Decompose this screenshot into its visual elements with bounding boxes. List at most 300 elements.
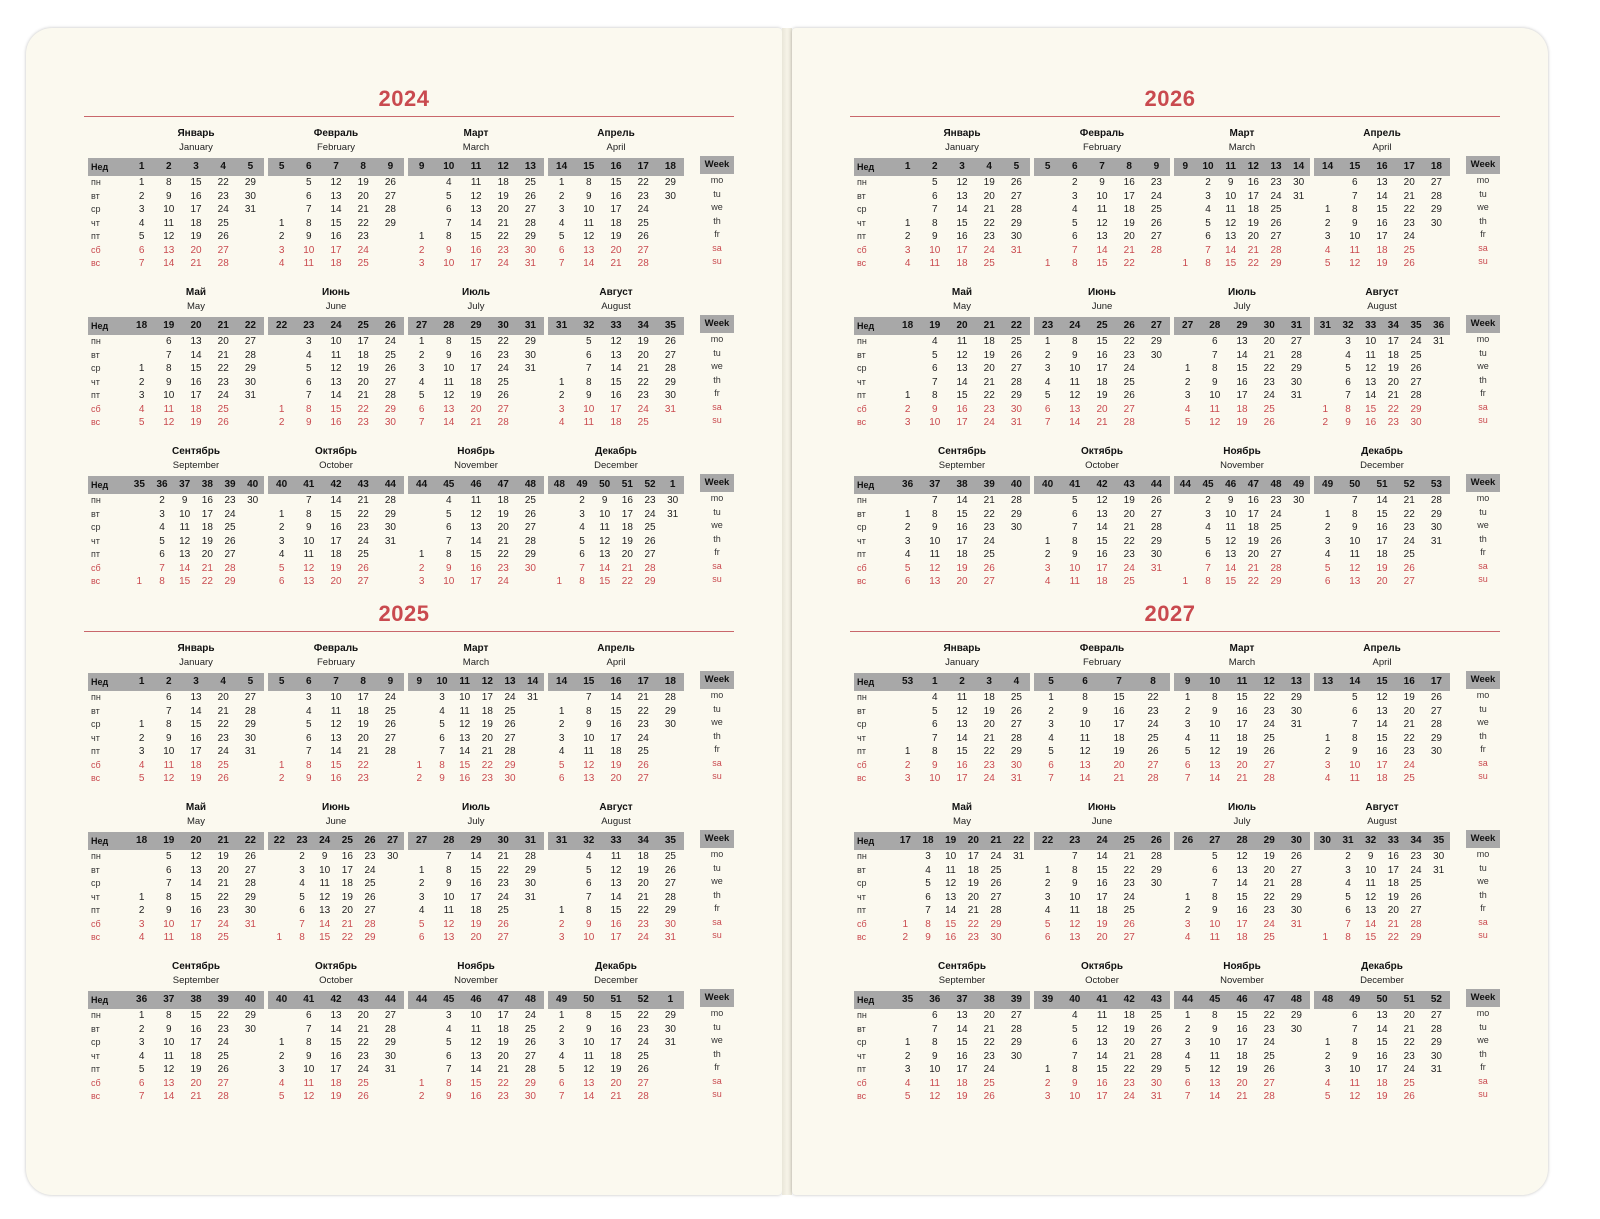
day-cell [1034, 1009, 1061, 1023]
weekday-label-en: su [712, 415, 722, 425]
day-cell: 28 [1010, 1023, 1022, 1035]
week-number-row [894, 991, 1030, 1009]
day-cell: 29 [384, 1037, 396, 1048]
week-number: 11 [1236, 676, 1248, 687]
week-number: 29 [1236, 320, 1248, 331]
day-cell: 6 [418, 932, 425, 943]
day-cell [548, 494, 571, 508]
week-column [1423, 691, 1450, 786]
day-cell: 2 [1205, 495, 1211, 506]
day-cell: 17 [330, 535, 342, 547]
day-cell: 13 [1376, 705, 1388, 717]
day-cell: 7 [299, 918, 305, 930]
day-cell: 28 [1430, 1023, 1442, 1035]
month-name-en: December [1360, 975, 1404, 986]
quarter-row [850, 959, 1500, 1104]
week-column [377, 494, 404, 589]
day-cell: 21 [1247, 562, 1259, 574]
day-cell: 18 [621, 522, 633, 533]
week-number: 5 [247, 676, 254, 687]
day-cell: 23 [1123, 1077, 1135, 1089]
day-cell: 3 [1205, 190, 1211, 202]
month-name-ru: Декабрь [1361, 961, 1403, 972]
day-cell: 27 [637, 773, 649, 784]
week-number: 49 [556, 994, 568, 1005]
day-cell: 10 [443, 891, 455, 903]
day-cell: 11 [929, 258, 940, 269]
week-number: 25 [357, 320, 369, 331]
day-cell: 3 [558, 732, 565, 744]
day-cell: 10 [163, 204, 175, 215]
day-cell [548, 508, 571, 522]
day-cell: 16 [1387, 851, 1399, 862]
day-cell: 31 [1290, 719, 1302, 730]
day-cell [128, 508, 151, 522]
day-cell [517, 416, 544, 430]
day-cell: 21 [190, 258, 202, 269]
day-cell: 4 [932, 692, 938, 703]
week-number-row [1034, 317, 1170, 335]
day-cell: 26 [217, 231, 229, 242]
weekday-label-en: we [711, 520, 723, 530]
week-number: 18 [664, 676, 676, 687]
month-name-en: April [1372, 657, 1392, 668]
day-grid [1034, 1009, 1170, 1104]
week-header-ru: Нед [88, 158, 132, 176]
day-cell: 7 [306, 1023, 312, 1035]
day-cell: 4 [925, 864, 931, 876]
day-grid [894, 850, 1030, 945]
week-column [1283, 1009, 1310, 1104]
day-cell: 10 [929, 535, 941, 547]
day-cell: 17 [190, 918, 202, 930]
week-column [976, 176, 1003, 271]
day-cell [661, 575, 684, 589]
week-column [602, 176, 629, 271]
day-cell: 14 [163, 1091, 175, 1102]
week-column [921, 494, 948, 589]
day-cell: 12 [599, 535, 611, 547]
week-column [268, 1009, 295, 1104]
week-number: 27 [1209, 835, 1221, 846]
day-cell: 14 [956, 732, 968, 744]
weekday-label: вс [91, 932, 101, 942]
day-cell: 4 [446, 1023, 452, 1035]
day-cell: 20 [1236, 759, 1248, 771]
day-cell: 17 [330, 1064, 342, 1075]
day-cell: 12 [610, 864, 622, 876]
weekday-label-en: tu [1479, 506, 1487, 517]
day-cell: 17 [956, 535, 968, 547]
day-cell: 15 [190, 363, 202, 374]
day-cell: 10 [1209, 918, 1221, 930]
day-cell: 29 [224, 576, 236, 587]
week-number-row [408, 832, 544, 850]
week-column [1003, 176, 1030, 271]
day-cell: 25 [990, 864, 1002, 876]
day-cell: 29 [1010, 217, 1022, 229]
week-number: 38 [956, 479, 968, 490]
day-cell [657, 257, 684, 271]
day-cell: 20 [610, 244, 622, 256]
day-cell: 22 [637, 1010, 649, 1021]
day-cell [268, 918, 291, 932]
day-cell: 22 [983, 390, 995, 401]
day-cell: 16 [470, 562, 482, 574]
day-cell: 1 [1044, 535, 1051, 547]
day-cell: 10 [163, 746, 175, 757]
day-cell: 4 [1345, 349, 1351, 361]
day-cell: 21 [470, 417, 482, 428]
day-cell: 11 [1209, 1050, 1220, 1062]
day-cell: 22 [1123, 336, 1135, 347]
weekday-label-en: sa [1478, 757, 1488, 768]
week-number: 10 [443, 161, 455, 172]
day-cell: 24 [384, 336, 396, 347]
day-cell: 21 [621, 562, 633, 574]
weekday-label: ср [91, 522, 101, 532]
day-cell [657, 230, 684, 244]
day-cell: 15 [1236, 891, 1248, 903]
day-cell: 10 [583, 932, 595, 943]
week-number: 10 [436, 676, 448, 687]
weekday-label: чт [857, 1050, 866, 1061]
week-number: 19 [163, 835, 175, 846]
week-column [381, 850, 404, 945]
day-cell: 29 [664, 705, 676, 717]
week-number-row [1034, 832, 1170, 850]
day-cell: 23 [637, 918, 649, 930]
day-cell: 16 [610, 190, 622, 202]
day-cell: 29 [364, 932, 376, 943]
weekday-label-en: su [712, 1089, 722, 1099]
day-cell: 28 [990, 905, 1002, 916]
day-cell [1034, 203, 1061, 217]
day-cell: 20 [610, 1077, 622, 1089]
month-calendar [548, 959, 684, 1104]
weekday-label: пт [91, 1064, 100, 1074]
week-column [377, 1009, 404, 1104]
day-cell: 28 [1010, 376, 1022, 388]
day-cell [408, 176, 435, 190]
week-column [571, 494, 594, 589]
day-cell: 6 [278, 576, 285, 587]
weekday-label-en: we [1477, 361, 1489, 371]
day-cell: 19 [330, 562, 342, 574]
day-cell: 15 [610, 905, 622, 916]
day-cell: 19 [190, 773, 202, 784]
day-cell: 30 [1010, 759, 1022, 771]
week-column [1287, 176, 1310, 271]
week-column [237, 1009, 264, 1104]
day-cell: 22 [1123, 864, 1135, 876]
day-cell: 9 [1212, 905, 1218, 916]
day-cell: 16 [956, 403, 968, 415]
day-cell: 6 [586, 878, 592, 889]
day-cell: 3 [418, 363, 425, 374]
day-cell: 6 [1072, 508, 1078, 520]
week-column [350, 176, 377, 271]
day-cell: 8 [1352, 732, 1358, 744]
day-cell: 28 [364, 918, 376, 930]
week-header-en: Week [700, 156, 734, 174]
day-cell: 4 [1184, 403, 1191, 415]
day-cell: 9 [586, 719, 592, 730]
day-cell: 7 [1205, 244, 1211, 256]
day-cell [657, 203, 684, 217]
day-cell: 28 [524, 1064, 536, 1075]
month-calendar [894, 126, 1030, 271]
week-number: 21 [217, 320, 229, 331]
week-column [322, 335, 349, 430]
week-number: 44 [384, 479, 396, 490]
day-cell [237, 217, 264, 231]
day-cell: 13 [443, 403, 455, 415]
day-cell [128, 335, 155, 349]
day-cell: 22 [1247, 576, 1259, 587]
day-cell [1007, 877, 1030, 891]
week-number-row [548, 158, 684, 176]
day-cell: 23 [983, 1050, 995, 1062]
day-cell: 4 [1072, 204, 1078, 215]
day-cell: 20 [1387, 376, 1399, 388]
week-column [1382, 850, 1405, 945]
day-cell: 24 [357, 1064, 369, 1075]
day-cell [377, 562, 404, 576]
week-number: 46 [470, 994, 482, 1005]
day-cell [1423, 548, 1450, 562]
day-cell [237, 403, 264, 417]
weekday-label: пт [857, 231, 866, 241]
day-cell [1003, 562, 1030, 576]
day-cell: 22 [357, 1037, 369, 1048]
day-cell: 16 [1376, 217, 1388, 229]
day-cell [548, 877, 575, 891]
week-number: 51 [610, 994, 622, 1005]
day-cell: 4 [306, 349, 312, 361]
day-cell: 16 [956, 522, 968, 533]
day-cell [1174, 508, 1197, 522]
week-number: 36 [1433, 320, 1445, 331]
week-number: 8 [360, 161, 366, 172]
day-cell: 30 [1010, 231, 1022, 242]
day-cell: 9 [1212, 376, 1218, 388]
day-cell: 29 [664, 905, 676, 916]
week-number: 14 [527, 676, 539, 687]
day-cell: 5 [579, 535, 585, 547]
day-cell: 18 [330, 549, 342, 560]
month-calendar [1314, 800, 1450, 945]
day-cell: 13 [583, 1077, 595, 1089]
day-cell: 23 [1263, 376, 1275, 388]
week-column [377, 335, 404, 430]
day-cell: 14 [1376, 190, 1388, 202]
day-cell: 2 [278, 231, 285, 242]
weekday-label: сб [91, 1077, 101, 1088]
week-number: 39 [217, 994, 229, 1005]
day-cell: 12 [443, 390, 455, 401]
day-cell: 20 [1403, 1010, 1415, 1021]
day-cell: 28 [224, 562, 236, 574]
weekday-labels-ru [854, 641, 898, 786]
day-cell: 4 [558, 1050, 565, 1062]
day-cell: 26 [983, 1091, 995, 1102]
weekday-label-en: fr [714, 547, 720, 557]
weekday-label-en: mo [1476, 1008, 1490, 1018]
day-cell: 8 [166, 363, 172, 374]
day-cell [1287, 203, 1310, 217]
day-cell: 31 [384, 1064, 396, 1075]
week-number-row [1314, 476, 1450, 494]
week-column [1116, 335, 1143, 430]
day-cell: 13 [1096, 231, 1108, 242]
week-number: 6 [306, 676, 312, 687]
week-column [1314, 494, 1341, 589]
day-cell: 1 [556, 576, 563, 587]
day-cell: 20 [983, 1010, 995, 1021]
day-cell: 1 [558, 1010, 565, 1021]
weekday-label-en: mo [1476, 690, 1490, 700]
day-grid [408, 691, 544, 786]
day-cell: 25 [1410, 349, 1422, 361]
week-number-row [408, 476, 544, 494]
day-cell: 6 [586, 349, 592, 361]
day-cell: 15 [1236, 363, 1248, 374]
month-name-ru: Январь [177, 643, 215, 654]
month-calendar [268, 959, 404, 1104]
day-cell: 8 [586, 905, 592, 916]
day-cell: 19 [357, 177, 369, 188]
day-cell: 3 [418, 258, 425, 269]
day-cell [381, 931, 404, 945]
day-cell: 26 [990, 878, 1002, 889]
week-number: 47 [497, 994, 509, 1005]
day-cell: 29 [1430, 732, 1442, 744]
day-cell: 7 [1184, 1091, 1191, 1102]
weekday-label: вт [857, 864, 866, 875]
day-cell: 6 [1212, 864, 1218, 876]
month-calendar [128, 285, 264, 430]
day-cell: 9 [1072, 1077, 1078, 1089]
day-cell: 8 [1212, 1010, 1218, 1021]
month-name-ru: Декабрь [595, 446, 637, 457]
day-cell: 8 [159, 576, 165, 587]
month-calendar [408, 641, 544, 786]
day-cell: 23 [481, 773, 493, 784]
week-header-en: Week [700, 315, 734, 333]
week-column [921, 176, 948, 271]
weekday-label: ср [91, 719, 101, 729]
week-column [268, 494, 295, 589]
week-column [210, 176, 237, 271]
week-header-ru: Нед [88, 832, 132, 850]
day-cell: 23 [357, 417, 369, 428]
week-number: 35 [1410, 320, 1422, 331]
day-cell: 10 [303, 1064, 315, 1075]
week-number: 29 [1263, 835, 1275, 846]
day-cell: 14 [179, 562, 191, 574]
day-cell: 21 [201, 562, 213, 574]
day-cell [548, 691, 575, 705]
day-cell: 19 [1123, 495, 1135, 506]
day-cell: 28 [384, 390, 396, 401]
left-page [26, 28, 782, 1195]
week-number: 52 [1430, 994, 1442, 1005]
day-cell [1174, 176, 1197, 190]
week-number: 31 [524, 320, 536, 331]
day-cell: 6 [558, 1077, 565, 1089]
day-cell: 16 [956, 759, 968, 771]
day-cell: 22 [1403, 1037, 1415, 1048]
day-cell: 3 [278, 1064, 285, 1075]
day-cell: 3 [138, 204, 145, 215]
week-header-en: Week [700, 671, 734, 689]
day-cell: 25 [983, 258, 995, 269]
day-cell: 15 [470, 864, 482, 876]
day-cell: 24 [1403, 759, 1415, 771]
week-column [1423, 1009, 1450, 1104]
day-cell: 24 [983, 417, 995, 428]
month-name-en: May [953, 816, 971, 827]
day-cell: 12 [303, 562, 315, 574]
week-column [1368, 1009, 1395, 1104]
day-cell: 17 [1236, 390, 1248, 401]
week-number: 25 [1123, 835, 1135, 846]
week-number-row [548, 991, 684, 1009]
day-cell: 26 [1403, 258, 1415, 269]
day-cell [237, 1063, 264, 1077]
day-cell: 9 [181, 495, 188, 506]
day-cell: 25 [524, 495, 536, 506]
month-name-en: February [1082, 142, 1121, 153]
day-cell [517, 389, 544, 403]
day-cell [1003, 575, 1030, 589]
day-cell: 3 [1324, 231, 1331, 242]
day-cell: 23 [983, 759, 995, 771]
day-cell: 26 [1430, 692, 1442, 703]
week-column [268, 176, 295, 271]
week-column [435, 335, 462, 430]
day-cell: 7 [586, 891, 592, 903]
day-cell: 9 [166, 905, 172, 916]
day-cell: 13 [1225, 549, 1237, 560]
day-cell: 11 [956, 692, 968, 703]
day-cell: 21 [341, 918, 353, 930]
day-cell: 27 [504, 732, 516, 744]
day-cell: 11 [163, 932, 174, 943]
day-cell: 14 [330, 390, 342, 401]
day-cell: 30 [1430, 746, 1442, 757]
day-cell: 27 [497, 932, 509, 943]
week-number: 24 [319, 835, 331, 846]
day-cell: 25 [983, 549, 995, 560]
day-cell: 9 [925, 932, 931, 943]
day-cell: 18 [610, 1050, 622, 1062]
week-number: 8 [360, 676, 366, 687]
day-cell: 19 [1376, 258, 1388, 269]
day-cell [517, 918, 544, 932]
day-cell: 2 [138, 732, 145, 744]
day-cell: 8 [1205, 576, 1211, 587]
week-column [1197, 494, 1220, 589]
day-cell [377, 244, 404, 258]
day-cell [548, 850, 575, 864]
day-cell: 11 [179, 522, 190, 533]
day-grid [1174, 335, 1310, 430]
day-cell [1427, 403, 1450, 417]
month-calendar [548, 126, 684, 271]
week-column [1341, 1009, 1368, 1104]
